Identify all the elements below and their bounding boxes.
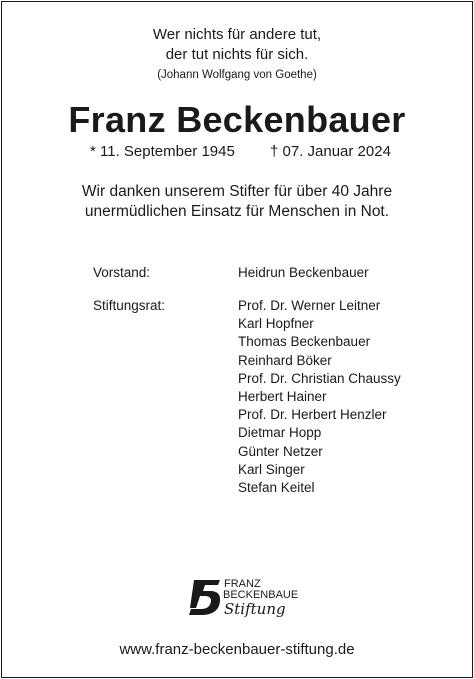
stiftungsrat-member: Herbert Hainer xyxy=(238,389,327,405)
stiftungsrat-member: Günter Netzer xyxy=(238,443,323,459)
stiftungsrat-member: Reinhard Böker xyxy=(238,352,332,368)
stiftungsrat-member: Karl Hopfner xyxy=(238,316,314,332)
quote-author: (Johann Wolfgang von Goethe) xyxy=(157,69,317,81)
thanks-line-1: Wir danken unserem Stifter für über 40 Jahre xyxy=(81,183,393,200)
stiftungsrat-member: Prof. Dr. Werner Leitner xyxy=(238,298,381,313)
stiftungsrat-member: Dietmar Hopp xyxy=(238,425,322,441)
foundation-logo xyxy=(188,576,298,620)
quote-block xyxy=(2,25,472,84)
vorstand-label: Vorstand: xyxy=(93,265,151,280)
deceased-name: Franz Beckenbauer xyxy=(68,99,406,140)
stiftungsrat-member: Prof. Dr. Christian Chaussy xyxy=(238,370,401,386)
quote-line-1: Wer nichts für andere tut, xyxy=(152,26,322,43)
stiftungsrat-member: Thomas Beckenbauer xyxy=(238,334,371,350)
stiftungsrat-members xyxy=(238,297,401,497)
logo-line-2: BECKENBAUER xyxy=(223,589,298,601)
vorstand-members xyxy=(238,264,369,282)
vorstand-member: Heidrun Beckenbauer xyxy=(238,265,369,280)
stiftungsrat-label: Stiftungsrat: xyxy=(93,298,166,313)
logo-line-3: Stiftung xyxy=(224,600,286,618)
stiftungsrat-member: Stefan Keitel xyxy=(238,480,315,496)
stiftungsrat-member: Karl Singer xyxy=(238,461,305,477)
obituary-notice xyxy=(1,1,473,678)
quote-line-2: der tut nichts für sich. xyxy=(165,46,309,63)
death-date: † 07. Januar 2024 xyxy=(270,143,391,160)
fb-monogram-icon xyxy=(188,576,298,620)
birth-date: * 11. September 1945 xyxy=(90,143,235,160)
thanks-message xyxy=(2,182,472,222)
stiftungsrat-member: Prof. Dr. Herbert Henzler xyxy=(238,407,387,423)
website-url: www.franz-beckenbauer-stiftung.de xyxy=(119,641,355,658)
thanks-line-2: unermüdlichen Einsatz für Menschen in Not. xyxy=(84,203,390,220)
logo-line-1: FRANZ xyxy=(224,578,261,590)
